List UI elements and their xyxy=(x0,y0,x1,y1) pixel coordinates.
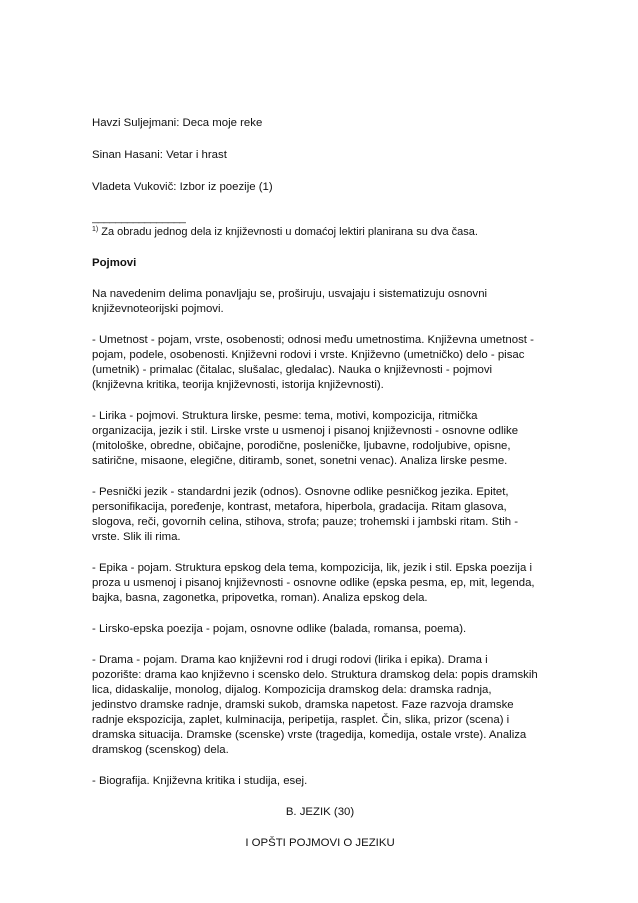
footnote-text: Za obradu jednog dela iz književnosti u domaćoj lektiri planirana su dva časa. xyxy=(98,226,478,238)
paragraph-line: satirične, misaone, elegične, ditiramb, sonet, sonetni venac). Analiza lirske pesme. xyxy=(92,455,508,467)
paragraph-line: - Epika - pojam. Struktura epskog dela tema, kompozicija, lik, jezik i stil. Epska poezija i xyxy=(92,562,532,574)
paragraph-line: književnoteorijski pojmovi. xyxy=(92,303,224,315)
section-title: Pojmovi xyxy=(92,257,137,269)
paragraph-umetnost xyxy=(92,333,548,393)
paragraph-line: personifikacija, poređenje, kontrast, metafora, hiperbola, gradacija. Ritam glasova, xyxy=(92,501,507,513)
paragraph-line: (umetnik) - primalac (čitalac, slušalac, gledalac). Nauka o književnosti - pojmovi xyxy=(92,364,493,376)
document-page xyxy=(92,116,548,867)
paragraph-line: - Biografija. Književna kritika i studija, esej. xyxy=(92,775,308,787)
paragraph-line: bajka, basna, zagonetka, pripovetka, roman). Analiza epskog dela. xyxy=(92,592,428,604)
paragraph-line: - Lirsko-epska poezija - pojam, osnovne odlike (balada, romansa, poema). xyxy=(92,623,467,635)
paragraph-line: - Lirika - pojmovi. Struktura lirske, pesme: tema, motivi, kompozicija, ritmička xyxy=(92,410,478,422)
reading-item-1: Havzi Suljejmani: Deca moje reke xyxy=(92,117,263,129)
paragraph-line: pozorište: drama kao književno i scensko delo. Struktura dramskog dela: popis dramskih xyxy=(92,669,538,681)
paragraph-line: pojam, podele, osobenosti. Književni rodovi i vrste. Književno (umetničko) delo - pisac xyxy=(92,349,525,361)
paragraph-line: lica, didaskalije, monolog, dijalog. Kompozicija dramskog dela: dramska radnja, xyxy=(92,684,492,696)
paragraph-line: vrste. Slik ili rima. xyxy=(92,531,181,543)
paragraph-line: proza u usmenoj i pisanoj književnosti - osnovne odlike (epska pesma, ep, mit, legenda, xyxy=(92,577,535,589)
paragraph-lirsko-epska xyxy=(92,622,548,637)
heading-opsti-pojmovi: I OPŠTI POJMOVI O JEZIKU xyxy=(245,837,395,849)
paragraph-line: (književna kritika, teorija književnosti, istorija književnosti). xyxy=(92,379,384,391)
paragraph-biografija xyxy=(92,774,548,789)
paragraph-intro xyxy=(92,287,548,317)
paragraph-line: - Pesnički jezik - standardni jezik (odnos). Osnovne odlike pesničkog jezika. Epitet, xyxy=(92,486,509,498)
paragraph-line: - Drama - pojam. Drama kao književni rod i drugi rodovi (lirika i epika). Drama i xyxy=(92,654,488,666)
paragraph-line: organizacija, jezik i stil. Lirske vrste u usmenoj i pisanoj književnosti - osnovne odlike xyxy=(92,425,519,437)
paragraph-line: (mitološke, obredne, običajne, porodične, posleničke, ljubavne, rodoljubive, opisne, xyxy=(92,440,511,452)
reading-item-3: Vladeta Vukovič: Izbor iz poezije (1) xyxy=(92,181,273,193)
footnote-marker: 1) xyxy=(92,226,99,233)
heading-b-jezik: B. JEZIK (30) xyxy=(285,806,355,818)
paragraph-line: dramska situacija. Dramske (scenske) vrste (tragedija, komedija, ostale vrste). Analiza xyxy=(92,729,527,741)
paragraph-pesnicki-jezik xyxy=(92,485,548,545)
paragraph-line: - Umetnost - pojam, vrste, osobenosti; odnosi među umetnostima. Književna umetnost - xyxy=(92,334,534,346)
paragraph-line: slogova, reči, govornih celina, stihova, strofa; pauze; trohemski i jambski ritam. Stih - xyxy=(92,516,519,528)
paragraph-lirika xyxy=(92,409,548,469)
reading-item-2: Sinan Hasani: Vetar i hrast xyxy=(92,149,227,161)
paragraph-epika xyxy=(92,561,548,606)
paragraph-line: Na navedenim delima ponavljaju se, proširuju, usvajaju i sistematizuju osnovni xyxy=(92,288,488,300)
footnote-separator: ________________ xyxy=(92,212,186,224)
paragraph-line: radnje ekspozicija, zaplet, kulminacija, peripetija, rasplet. Čin, slika, prizor (scena) i xyxy=(92,714,510,726)
footnote xyxy=(92,225,548,240)
paragraph-line: dramskog (scenskog) dela. xyxy=(92,744,229,756)
paragraph-drama xyxy=(92,653,548,758)
paragraph-line: jedinstvo dramske radnje, dramski sukob, dramska napetost. Faze razvoja dramske xyxy=(92,699,514,711)
